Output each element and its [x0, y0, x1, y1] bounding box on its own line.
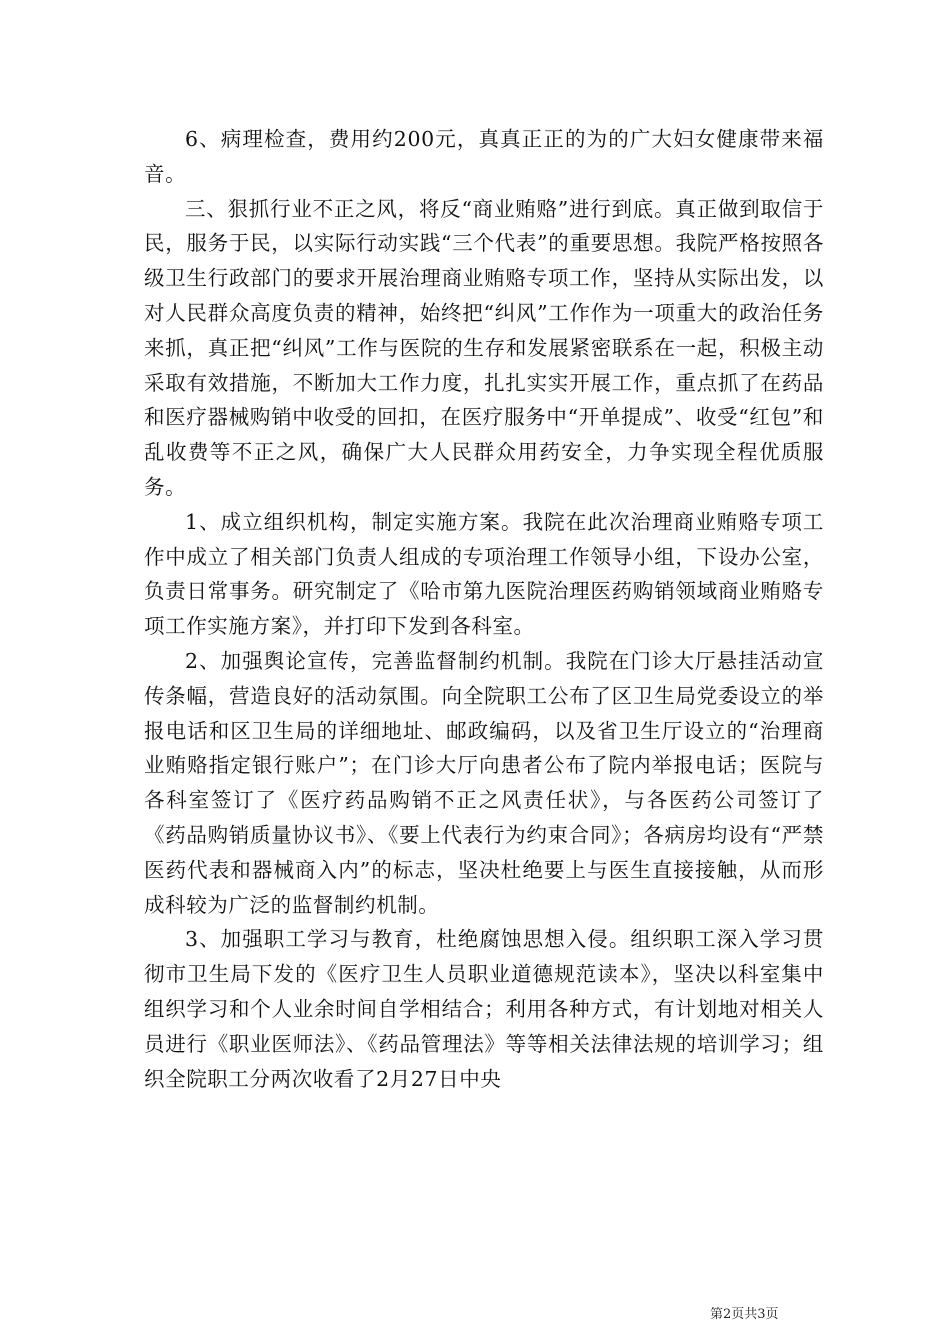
page-number: 第2页共3页	[710, 1307, 779, 1322]
paragraph-pathology-exam: 6、病理检查，费用约200元，真真正正的为的广大妇女健康带来福音。	[144, 127, 824, 186]
paragraph-organization: 1、成立组织机构，制定实施方案。我院在此次治理商业贿赂专项工作中成立了相关部门负责人组成的专项治理工作领导小组，下设办公室，负责日常事务。研究制定了《哈市第九医院治理医药购销领域商业贿赂专项工作实施方案》，并打印下发到各科室。	[144, 509, 824, 639]
paragraph-publicity-supervision: 2、加强舆论宣传，完善监督制约机制。我院在门诊大厅悬挂活动宣传条幅，营造良好的活动氛围。向全院职工公布了区卫生局党委设立的举报电话和区卫生局的详细地址、邮政编码，以及省卫生厅设立的“治理商业贿赂指定银行账户”；在门诊大厅向患者公布了院内举报电话；医院与各科室签订了《医疗药品购销不正之风责任状》，与各医药公司签订了《药品购销质量协议书》、《要上代表行为约束合同》；各病房均设有“严禁医药代表和器械商入内”的标志，坚决杜绝要上与医生直接接触，从而形成科较为广泛的监督制约机制。	[144, 648, 824, 917]
paragraph-staff-education: 3、加强职工学习与教育，杜绝腐蚀思想入侵。组织职工深入学习贯彻市卫生局下发的《医疗卫生人员职业道德规范读本》，坚决以科室集中组织学习和个人业余时间自学相结合；利用各种方式，有计划地对相关人员进行《职业医师法》、《药品管理法》等等相关法律法规的培训学习；组织全院职工分两次收看了2月27日中央	[144, 927, 824, 1091]
document-body	[144, 122, 824, 1096]
paragraph-anti-bribery: 三、狠抓行业不正之风，将反“商业贿赂”进行到底。真正做到取信于民，服务于民，以实际行动实践“三个代表”的重要思想。我院严格按照各级卫生行政部门的要求开展治理商业贿赂专项工作，坚持从实际出发，以对人民群众高度负责的精神，始终把“纠风”工作作为一项重大的政治任务来抓，真正把“纠风”工作与医院的生存和发展紧密联系在一起，积极主动采取有效措施，不断加大工作力度，扎扎实实开展工作，重点抓了在药品和医疗器械购销中收受的回扣，在医疗服务中“开单提成”、收受“红包”和乱收费等不正之风，确保广大人民群众用药安全，力争实现全程优质服务。	[144, 196, 824, 499]
